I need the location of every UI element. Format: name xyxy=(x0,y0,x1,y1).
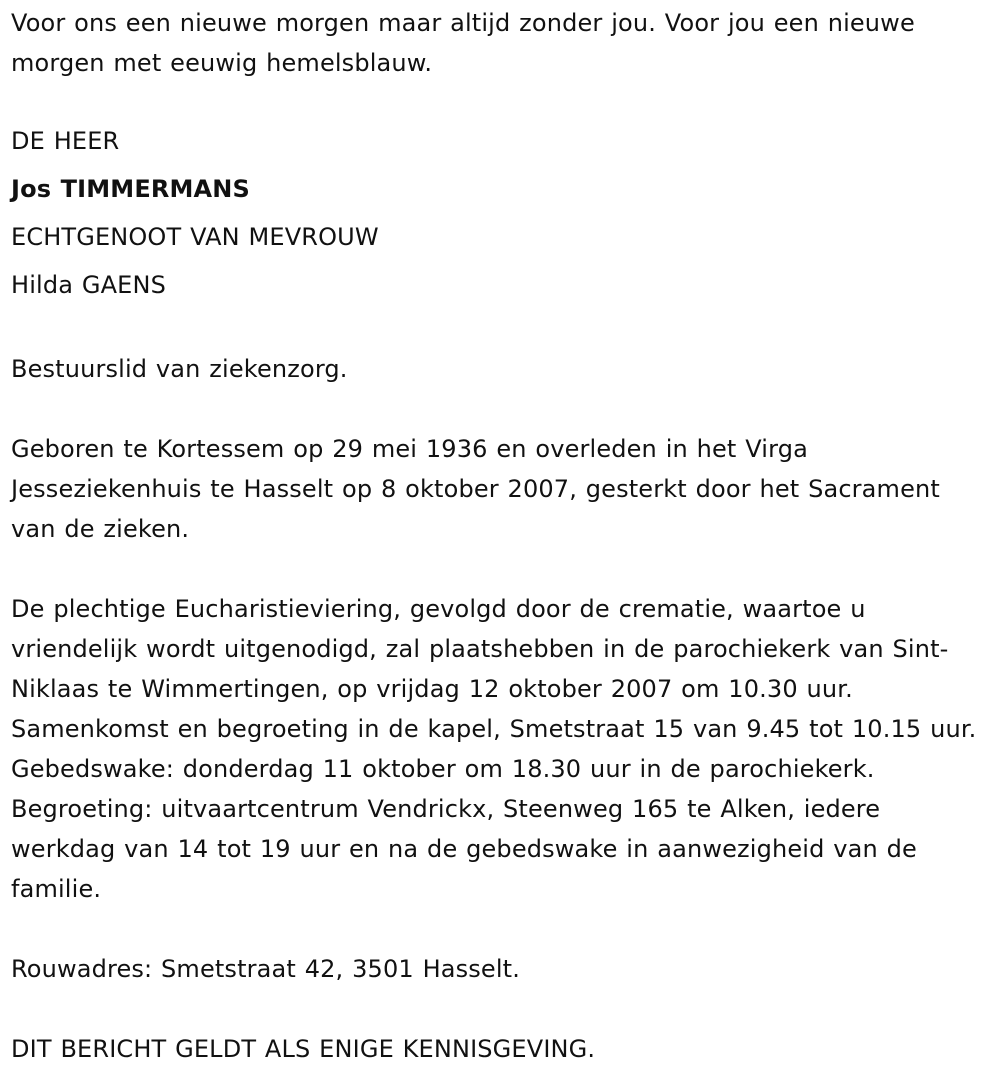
honorific-title: DE HEER xyxy=(11,127,120,155)
deceased-name: Jos TIMMERMANS xyxy=(11,175,250,203)
role-description: Bestuurslid van ziekenzorg. xyxy=(11,355,348,383)
spouse-relation: ECHTGENOOT VAN MEVROUW xyxy=(11,223,379,251)
spouse-name: Hilda GAENS xyxy=(11,271,166,299)
mourning-address: Rouwadres: Smetstraat 42, 3501 Hasselt. xyxy=(11,955,520,983)
opening-quote: Voor ons een nieuwe morgen maar altijd zonder jou. Voor jou een nieuwe morgen met eeuwig hemelsblauw. xyxy=(11,9,915,77)
closing-statement: DIT BERICHT GELDT ALS ENIGE KENNISGEVING. xyxy=(11,1035,596,1063)
ceremony-details: De plechtige Eucharistieviering, gevolgd door de crematie, waartoe u vriendelijk wordt uitgenodigd, zal plaatshebben in de parochiekerk van Sint-Niklaas te Wimmertingen, op vrijdag 12 oktober 2007 om 10.30 uur. Samenkomst en begroeting in de kapel, Smetstraat 15 van 9.45 tot 10.15 uur. Gebedswake: donderdag 11 oktober om 18.30 uur in de parochiekerk. Begroeting: uitvaartcentrum Vendrickx, Steenweg 165 te Alken, iedere werkdag van 14 tot 19 uur en na de gebedswake in aanwezigheid van de familie. xyxy=(11,595,977,903)
birth-death-details: Geboren te Kortessem op 29 mei 1936 en overleden in het Virga Jesseziekenhuis te Hasselt op 8 oktober 2007, gesterkt door het Sacrament van de zieken. xyxy=(11,435,940,543)
